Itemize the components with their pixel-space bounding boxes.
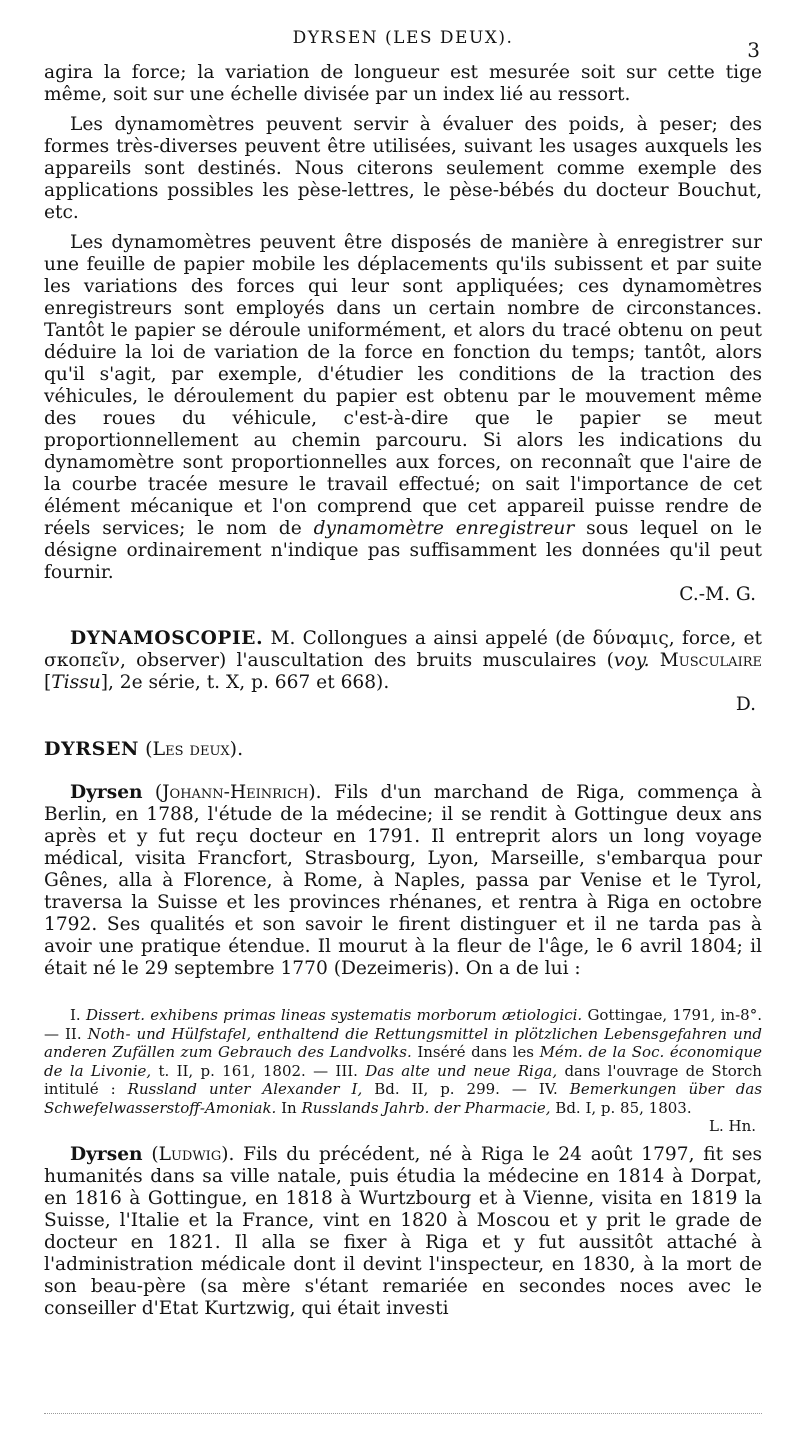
journal-title-1: Mém. de la Soc. économique de la Livonie,	[44, 1043, 762, 1080]
paragraph-text: sous lequel on le désigne ordinairement n'indique pas suffisamment les données qu'il peut fournir.	[44, 518, 762, 583]
journal-title-2: Russlands Jahrb. der Pharmacie,	[301, 1098, 551, 1117]
work-title-1: Dissert. exhibens primas lineas systematis morborum ætiologici.	[85, 1006, 583, 1024]
work-title-2: Noth- und Hülfstafel, enthaltend die Rettungsmittel in plötzlichen Lebensgefahren und anderen Zufällen zum Gebrauch des Landvolks.	[44, 1024, 762, 1061]
emphasis-term: dynamomètre enregistreur	[313, 518, 575, 539]
bibliography-notes	[44, 1006, 762, 1136]
author-signature: D.	[735, 694, 756, 715]
section-title-sub: (Les deux).	[145, 738, 244, 760]
entry-text: ], 2e série, t. X, p. 667 et 668).	[100, 672, 390, 693]
section-title-name: DYRSEN	[44, 738, 140, 760]
page-header	[44, 0, 762, 62]
entry-ludwig	[44, 1144, 762, 1320]
work-title-3: Das alte und neue Riga,	[365, 1061, 558, 1080]
entry-given-names: (Johann-Heinrich).	[154, 782, 322, 803]
entry-surname: Dyrsen	[70, 782, 143, 803]
entry-given-names: (Ludwig).	[151, 1143, 235, 1165]
paragraph-recording-dynamometers	[44, 232, 762, 584]
paragraph-continuation: agira la force; la variation de longueur est mesurée soit sur cette tige même, soit sur une échelle divisée par un index lié au ressort.	[44, 62, 762, 105]
cross-ref-tissu: Tissu	[51, 672, 101, 693]
work-title-4: Bemerkungen über das Schwefelwasserstoff-Amoniak.	[44, 1080, 763, 1117]
bibliography-list: I. Dissert. exhibens primas lineas systematis morborum ætiologici. Gottingae, 1791, in-8°. — II. Noth- und Hülfstafel, enthaltend die Rettungsmittel in plötzlichen Lebensgefahren und anderen Zufällen zum Gebrauch des Landvolks. Inséré dans les Mém. de la Soc. économique de la Livonie, t. II, p. 161, 1802. — III. Das alte und neue Riga, dans l'ouvrage de Storch intitulé : Russland unter Alexander I, Bd. II, p. 299. — IV. Bemerkungen über das Schwefelwasserstoff-Amoniak. In Russlands Jahrb. der Pharmacie, Bd. I, p. 85, 1803.	[44, 1006, 763, 1117]
entry-text: Fils du précédent, né à Riga le 24 août 1797, fit ses humanités dans sa ville natale, puis étudia la médecine en 1814 à Dorpat, en 1816 à Gottingue, en 1818 à Wurtzbourg et à Vienne, visita en 1819 la Suisse, l'Italie et la France, vint en 1820 à Moscou et y prit le grade de docteur en 1821. Il alla se fixer à Riga et y fut aussitôt attaché à l'administration médicale dont il devint l'inspecteur, en 1830, à la mort de son beau-père (sa mère s'étant remariée en secondes noces avec le conseiller d'Etat Kurtzwig, qui était investi	[44, 1143, 763, 1319]
work-title-storch: Russland unter Alexander I,	[127, 1080, 363, 1098]
entry-text: M. Collongues a ainsi appelé (de δύναμις, force, et σκοπεῖν, observer) l'auscultation des bruits musculaires (	[44, 628, 762, 671]
author-signature: L. Hn.	[708, 1117, 756, 1135]
entry-surname: Dyrsen	[70, 1143, 143, 1165]
running-title: DYRSEN (LES DEUX).	[292, 28, 514, 48]
author-signature: C.-M. G.	[679, 584, 756, 605]
entry-johann-heinrich	[44, 782, 762, 980]
section-title	[44, 738, 762, 760]
paragraph-text: Les dynamomètres peuvent être disposés de manière à enregistrer sur une feuille de papier mobile les déplacements qu'ils subissent et par suite les variations des forces qui leur sont appliquées; ces dynamomètres enregistreurs sont employés dans un certain nombre de circonstances. Tantôt le papier se déroule uniformément, et alors du tracé obtenu on peut déduire la loi de variation de la force en fonction du temps; tantôt, alors qu'il s'agit, par exemple, d'étudier les conditions de la traction des véhicules, le déroulement du papier est obtenu par le mouvement même des roues du véhicule, c'est-à-dire que le papier se meut proportionnellement au chemin parcouru. Si alors les indications du dynamomètre sont proportionnelles aux forces, on reconnaît que l'aire de la courbe tracée mesure le travail effectué; on sait l'importance de cet élément mécanique et l'on comprend que cet appareil puisse rendre de réels services; le nom de	[44, 232, 762, 539]
entry-dynamoscopie	[44, 628, 762, 694]
paragraph-weighing: Les dynamomètres peuvent servir à évaluer des poids, à peser; des formes très-diverses peuvent être utilisées, suivant les usages auxquels les appareils sont destinés. Nous citerons seulement comme exemple des applications possibles les pèse-lettres, le pèse-bébés du docteur Bouchut, etc.	[44, 114, 762, 223]
entry-text: Fils d'un marchand de Riga, commença à Berlin, en 1788, l'étude de la médecine; il se rendit à Gottingue deux ans après et y fut reçu docteur en 1791. Il entreprit alors un long voyage médical, visita Francfort, Strasbourg, Lyon, Marseille, s'embarqua pour Gênes, alla à Florence, à Rome, à Naples, passa par Venise et le Tyrol, traversa la Suisse et les provinces rhénanes, et rentra à Riga en octobre 1792. Ses qualités et son savoir le firent distinguer et il ne tarda pas à avoir une pratique étendue. Il mourut à la fleur de l'âge, le 6 avril 1804; il était né le 29 septembre 1770 (Dezeimeris). On a de lui :	[44, 782, 763, 979]
cross-ref-voy: voy.	[613, 650, 650, 671]
entry-headword: DYNAMOSCOPIE.	[70, 628, 264, 649]
cross-ref-musculaire: Musculaire	[659, 650, 762, 671]
footer-rule	[44, 1413, 762, 1414]
entry-text: [	[44, 672, 52, 693]
page-number: 3	[747, 38, 760, 62]
